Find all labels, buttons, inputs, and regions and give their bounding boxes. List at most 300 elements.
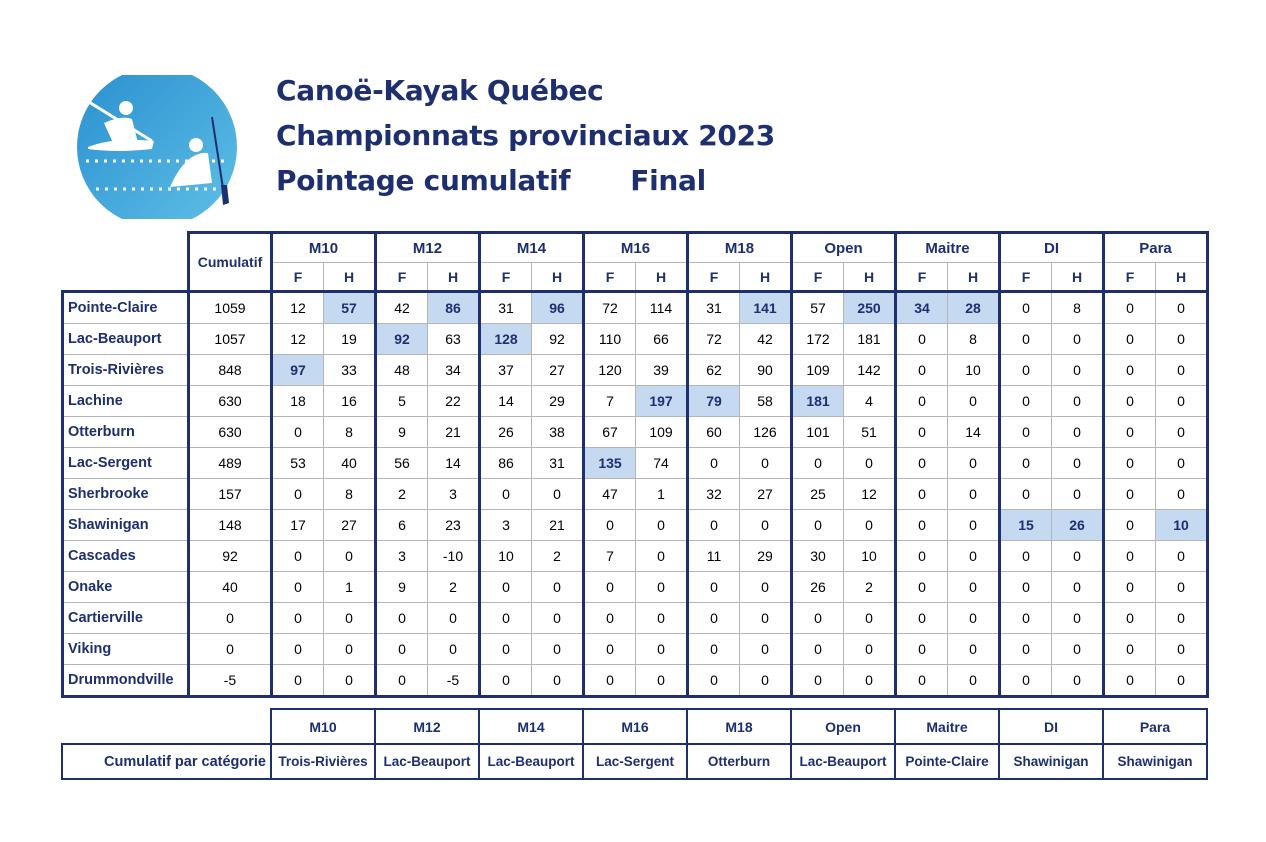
category-header: M12	[376, 233, 480, 263]
summary-category-header: M12	[375, 709, 479, 744]
score-cell: 0	[844, 603, 896, 634]
score-cell: 0	[584, 603, 636, 634]
gender-h-header: H	[324, 263, 376, 292]
score-cell: 4	[844, 386, 896, 417]
team-name: Cartierville	[63, 603, 189, 634]
gender-f-header: F	[584, 263, 636, 292]
score-cell: 39	[636, 355, 688, 386]
cumulative-header: Cumulatif	[189, 233, 272, 292]
score-cell: 23	[428, 510, 480, 541]
score-cell: 74	[636, 448, 688, 479]
score-cell: 31	[532, 448, 584, 479]
score-cell: 0	[896, 448, 948, 479]
score-cell: 0	[1156, 572, 1208, 603]
score-cell: 0	[272, 665, 324, 697]
score-cell: 0	[740, 665, 792, 697]
score-cell: 0	[636, 510, 688, 541]
team-cumulative: 1059	[189, 292, 272, 324]
score-cell: 0	[948, 603, 1000, 634]
score-cell: 0	[844, 634, 896, 665]
score-cell: 0	[1104, 510, 1156, 541]
score-cell: 0	[896, 510, 948, 541]
score-cell: 0	[740, 448, 792, 479]
score-cell: 26	[792, 572, 844, 603]
score-cell: 0	[948, 510, 1000, 541]
score-cell: 0	[896, 324, 948, 355]
score-cell: 9	[376, 572, 428, 603]
score-cell: 0	[532, 603, 584, 634]
summary-category-header: M18	[687, 709, 791, 744]
score-cell: 0	[948, 665, 1000, 697]
score-cell: 48	[376, 355, 428, 386]
score-cell: 0	[896, 603, 948, 634]
score-cell: 15	[1000, 510, 1052, 541]
score-cell: 0	[896, 572, 948, 603]
score-cell: 0	[792, 665, 844, 697]
team-name: Onake	[63, 572, 189, 603]
score-cell: 0	[1104, 324, 1156, 355]
score-cell: 0	[636, 665, 688, 697]
category-winner: Lac-Beauport	[479, 744, 583, 779]
summary-category-header: Maitre	[895, 709, 999, 744]
gender-f-header: F	[1000, 263, 1052, 292]
team-row	[63, 665, 1208, 697]
score-cell: 14	[428, 448, 480, 479]
score-cell: 126	[740, 417, 792, 448]
score-cell: 2	[376, 479, 428, 510]
score-cell: 197	[636, 386, 688, 417]
score-cell: 0	[1156, 324, 1208, 355]
team-cumulative: 1057	[189, 324, 272, 355]
category-header: M14	[480, 233, 584, 263]
score-cell: 0	[844, 510, 896, 541]
score-cell: 0	[1156, 386, 1208, 417]
score-cell: 0	[636, 572, 688, 603]
score-cell: 0	[792, 634, 844, 665]
score-cell: 0	[1052, 665, 1104, 697]
score-cell: 0	[896, 355, 948, 386]
score-cell: 0	[324, 541, 376, 572]
score-cell: 1	[324, 572, 376, 603]
score-cell: 86	[480, 448, 532, 479]
score-cell: 27	[532, 355, 584, 386]
score-cell: 2	[428, 572, 480, 603]
canoe-kayak-logo	[74, 75, 240, 219]
score-cell: 0	[896, 417, 948, 448]
gender-h-header: H	[740, 263, 792, 292]
score-cell: 0	[688, 603, 740, 634]
team-row	[63, 417, 1208, 448]
score-cell: 0	[1052, 572, 1104, 603]
score-cell: 135	[584, 448, 636, 479]
score-cell: 42	[740, 324, 792, 355]
score-cell: 0	[1156, 479, 1208, 510]
score-cell: 0	[272, 572, 324, 603]
score-cell: 21	[532, 510, 584, 541]
score-cell: 0	[740, 603, 792, 634]
score-cell: 0	[896, 541, 948, 572]
title-federation: Canoë-Kayak Québec	[276, 74, 604, 107]
score-cell: 0	[1104, 572, 1156, 603]
score-cell: 0	[948, 448, 1000, 479]
score-cell: 0	[1000, 292, 1052, 324]
score-cell: 0	[1052, 417, 1104, 448]
team-cumulative: 0	[189, 603, 272, 634]
score-cell: 0	[428, 603, 480, 634]
score-cell: 0	[272, 417, 324, 448]
score-cell: 0	[740, 634, 792, 665]
score-cell: 0	[896, 479, 948, 510]
score-cell: 56	[376, 448, 428, 479]
score-cell: 2	[532, 541, 584, 572]
team-cumulative: 489	[189, 448, 272, 479]
score-cell: 30	[792, 541, 844, 572]
score-cell: 0	[1156, 292, 1208, 324]
score-cell: 0	[1000, 324, 1052, 355]
team-name: Drummondville	[63, 665, 189, 697]
team-cumulative: 157	[189, 479, 272, 510]
score-cell: 3	[376, 541, 428, 572]
score-cell: 0	[1000, 603, 1052, 634]
score-cell: 0	[688, 510, 740, 541]
score-cell: 0	[792, 603, 844, 634]
score-cell: 0	[1052, 634, 1104, 665]
score-cell: 0	[532, 634, 584, 665]
score-cell: -5	[428, 665, 480, 697]
category-header: M10	[272, 233, 376, 263]
score-cell: 110	[584, 324, 636, 355]
gender-f-header: F	[792, 263, 844, 292]
score-cell: 0	[584, 634, 636, 665]
summary-row-label: Cumulatif par catégorie	[62, 744, 271, 779]
team-row	[63, 355, 1208, 386]
gender-f-header: F	[896, 263, 948, 292]
score-cell: 0	[948, 541, 1000, 572]
score-cell: 10	[480, 541, 532, 572]
team-name: Otterburn	[63, 417, 189, 448]
score-cell: 0	[480, 603, 532, 634]
score-cell: 3	[428, 479, 480, 510]
score-cell: 0	[948, 479, 1000, 510]
score-cell: 0	[1000, 541, 1052, 572]
score-cell: 0	[584, 510, 636, 541]
score-cell: 27	[740, 479, 792, 510]
score-cell: 47	[584, 479, 636, 510]
score-cell: 0	[1104, 479, 1156, 510]
score-cell: 72	[584, 292, 636, 324]
score-cell: 10	[1156, 510, 1208, 541]
score-cell: 0	[1156, 541, 1208, 572]
gender-h-header: H	[1156, 263, 1208, 292]
score-cell: 0	[688, 572, 740, 603]
score-cell: 0	[1104, 386, 1156, 417]
team-name: Pointe-Claire	[63, 292, 189, 324]
score-cell: 34	[428, 355, 480, 386]
category-header: M16	[584, 233, 688, 263]
team-name: Sherbrooke	[63, 479, 189, 510]
score-cell: 10	[844, 541, 896, 572]
title-score-type	[276, 158, 775, 203]
team-name: Lachine	[63, 386, 189, 417]
score-cell: 97	[272, 355, 324, 386]
team-row	[63, 510, 1208, 541]
score-cell: 0	[896, 634, 948, 665]
score-cell: 0	[324, 634, 376, 665]
score-cell: 0	[844, 665, 896, 697]
summary-category-header: M14	[479, 709, 583, 744]
gender-f-header: F	[376, 263, 428, 292]
score-cell: 72	[688, 324, 740, 355]
score-cell: 27	[324, 510, 376, 541]
score-cell: 3	[480, 510, 532, 541]
score-cell: 0	[480, 572, 532, 603]
score-cell: 11	[688, 541, 740, 572]
category-winner: Lac-Beauport	[791, 744, 895, 779]
score-cell: 53	[272, 448, 324, 479]
category-header: Para	[1104, 233, 1208, 263]
score-cell: 12	[844, 479, 896, 510]
category-winner: Shawinigan	[1103, 744, 1207, 779]
score-cell: 0	[1156, 665, 1208, 697]
score-cell: 0	[740, 572, 792, 603]
score-cell: 0	[1156, 603, 1208, 634]
score-cell: 66	[636, 324, 688, 355]
score-cell: 0	[636, 541, 688, 572]
score-cell: 181	[792, 386, 844, 417]
score-cell: 0	[1000, 479, 1052, 510]
score-cell: 14	[948, 417, 1000, 448]
score-cell: 92	[376, 324, 428, 355]
score-cell: 38	[532, 417, 584, 448]
score-cell: 31	[688, 292, 740, 324]
score-cell: 0	[1052, 541, 1104, 572]
summary-category-header: M10	[271, 709, 375, 744]
score-cell: 0	[948, 634, 1000, 665]
title-block	[276, 68, 775, 203]
score-cell: 18	[272, 386, 324, 417]
team-name: Lac-Sergent	[63, 448, 189, 479]
score-cell: 7	[584, 541, 636, 572]
score-cell: 25	[792, 479, 844, 510]
score-cell: 0	[532, 572, 584, 603]
score-cell: 7	[584, 386, 636, 417]
score-cell: 0	[1000, 665, 1052, 697]
score-cell: 12	[272, 324, 324, 355]
score-cell: 0	[1156, 448, 1208, 479]
gender-f-header: F	[688, 263, 740, 292]
score-cell: 1	[636, 479, 688, 510]
score-cell: 0	[1052, 603, 1104, 634]
score-cell: 5	[376, 386, 428, 417]
score-cell: 0	[896, 386, 948, 417]
score-cell: 0	[688, 634, 740, 665]
score-cell: 96	[532, 292, 584, 324]
team-name: Cascades	[63, 541, 189, 572]
score-cell: 60	[688, 417, 740, 448]
score-cell: 0	[1156, 634, 1208, 665]
score-cell: 172	[792, 324, 844, 355]
score-cell: 19	[324, 324, 376, 355]
score-cell: 22	[428, 386, 480, 417]
score-cell: 29	[532, 386, 584, 417]
gender-h-header: H	[428, 263, 480, 292]
score-cell: 0	[272, 634, 324, 665]
score-cell: 0	[1000, 572, 1052, 603]
gender-f-header: F	[272, 263, 324, 292]
summary-category-header: DI	[999, 709, 1103, 744]
score-cell: 0	[480, 634, 532, 665]
title-event: Championnats provinciaux 2023	[276, 119, 775, 152]
team-cumulative: 92	[189, 541, 272, 572]
score-cell: 26	[480, 417, 532, 448]
score-cell: 0	[1000, 355, 1052, 386]
score-cell: 0	[1104, 292, 1156, 324]
score-cell: 0	[1052, 355, 1104, 386]
score-cell: 0	[1104, 448, 1156, 479]
score-cell: 0	[1052, 386, 1104, 417]
score-cell: 0	[584, 665, 636, 697]
score-cell: 0	[1104, 665, 1156, 697]
team-row	[63, 634, 1208, 665]
score-cell: 0	[1104, 634, 1156, 665]
score-cell: 33	[324, 355, 376, 386]
gender-f-header: F	[1104, 263, 1156, 292]
score-cell: 57	[324, 292, 376, 324]
score-cell: 0	[792, 448, 844, 479]
score-cell: 6	[376, 510, 428, 541]
team-cumulative: 630	[189, 386, 272, 417]
score-cell: 141	[740, 292, 792, 324]
summary-category-header: Open	[791, 709, 895, 744]
score-cell: 0	[532, 479, 584, 510]
score-cell: 51	[844, 417, 896, 448]
gender-h-header: H	[636, 263, 688, 292]
team-row	[63, 603, 1208, 634]
team-row	[63, 448, 1208, 479]
score-cell: 0	[896, 665, 948, 697]
score-cell: 28	[948, 292, 1000, 324]
score-cell: 109	[792, 355, 844, 386]
category-header: M18	[688, 233, 792, 263]
score-cell: 0	[584, 572, 636, 603]
score-cell: 32	[688, 479, 740, 510]
category-winner: Pointe-Claire	[895, 744, 999, 779]
score-cell: 79	[688, 386, 740, 417]
score-cell: 0	[636, 634, 688, 665]
score-cell: 0	[1000, 386, 1052, 417]
team-row	[63, 572, 1208, 603]
score-cell: 8	[948, 324, 1000, 355]
score-cell: 0	[272, 479, 324, 510]
gender-f-header: F	[480, 263, 532, 292]
score-cell: 0	[1000, 417, 1052, 448]
score-cell: 0	[428, 634, 480, 665]
score-cell: 128	[480, 324, 532, 355]
category-summary-table	[61, 708, 1208, 780]
score-cell: 0	[272, 541, 324, 572]
category-header: Open	[792, 233, 896, 263]
score-cell: 0	[1052, 479, 1104, 510]
score-cell: 0	[1104, 603, 1156, 634]
score-cell: 0	[1052, 324, 1104, 355]
score-cell: 101	[792, 417, 844, 448]
score-cell: 10	[948, 355, 1000, 386]
score-cell: 0	[376, 665, 428, 697]
category-header: Maitre	[896, 233, 1000, 263]
score-cell: 26	[1052, 510, 1104, 541]
category-winner: Shawinigan	[999, 744, 1103, 779]
gender-h-header: H	[844, 263, 896, 292]
title-status: Final	[630, 164, 706, 197]
team-row	[63, 292, 1208, 324]
score-cell: 2	[844, 572, 896, 603]
score-cell: 0	[792, 510, 844, 541]
score-cell: 9	[376, 417, 428, 448]
score-cell: 57	[792, 292, 844, 324]
gender-h-header: H	[1052, 263, 1104, 292]
team-cumulative: 848	[189, 355, 272, 386]
team-row	[63, 324, 1208, 355]
score-cell: 114	[636, 292, 688, 324]
score-cell: 31	[480, 292, 532, 324]
score-cell: 0	[480, 479, 532, 510]
score-cell: 42	[376, 292, 428, 324]
score-cell: 90	[740, 355, 792, 386]
gender-h-header: H	[948, 263, 1000, 292]
team-name: Trois-Rivières	[63, 355, 189, 386]
team-row	[63, 479, 1208, 510]
score-cell: 86	[428, 292, 480, 324]
score-cell: 0	[324, 603, 376, 634]
team-cumulative: 0	[189, 634, 272, 665]
category-winner: Lac-Beauport	[375, 744, 479, 779]
score-cell: 67	[584, 417, 636, 448]
score-cell: 34	[896, 292, 948, 324]
score-cell: -10	[428, 541, 480, 572]
score-cell: 0	[376, 603, 428, 634]
score-cell: 0	[532, 665, 584, 697]
gender-h-header: H	[532, 263, 584, 292]
team-row	[63, 386, 1208, 417]
score-cell: 0	[272, 603, 324, 634]
score-cell: 120	[584, 355, 636, 386]
score-cell: 40	[324, 448, 376, 479]
score-cell: 109	[636, 417, 688, 448]
score-cell: 0	[1104, 417, 1156, 448]
score-cell: 0	[1156, 417, 1208, 448]
score-cell: 58	[740, 386, 792, 417]
summary-category-header: M16	[583, 709, 687, 744]
summary-category-header: Para	[1103, 709, 1207, 744]
score-cell: 181	[844, 324, 896, 355]
team-name: Shawinigan	[63, 510, 189, 541]
score-cell: 63	[428, 324, 480, 355]
score-cell: 0	[1000, 448, 1052, 479]
category-winner: Lac-Sergent	[583, 744, 687, 779]
score-cell: 92	[532, 324, 584, 355]
team-name: Lac-Beauport	[63, 324, 189, 355]
score-cell: 37	[480, 355, 532, 386]
category-header: DI	[1000, 233, 1104, 263]
score-cell: 0	[324, 665, 376, 697]
title-score-label: Pointage cumulatif	[276, 164, 571, 197]
score-cell: 16	[324, 386, 376, 417]
score-cell: 8	[1052, 292, 1104, 324]
score-cell: 0	[948, 572, 1000, 603]
score-cell: 0	[636, 603, 688, 634]
score-cell: 12	[272, 292, 324, 324]
score-cell: 0	[376, 634, 428, 665]
